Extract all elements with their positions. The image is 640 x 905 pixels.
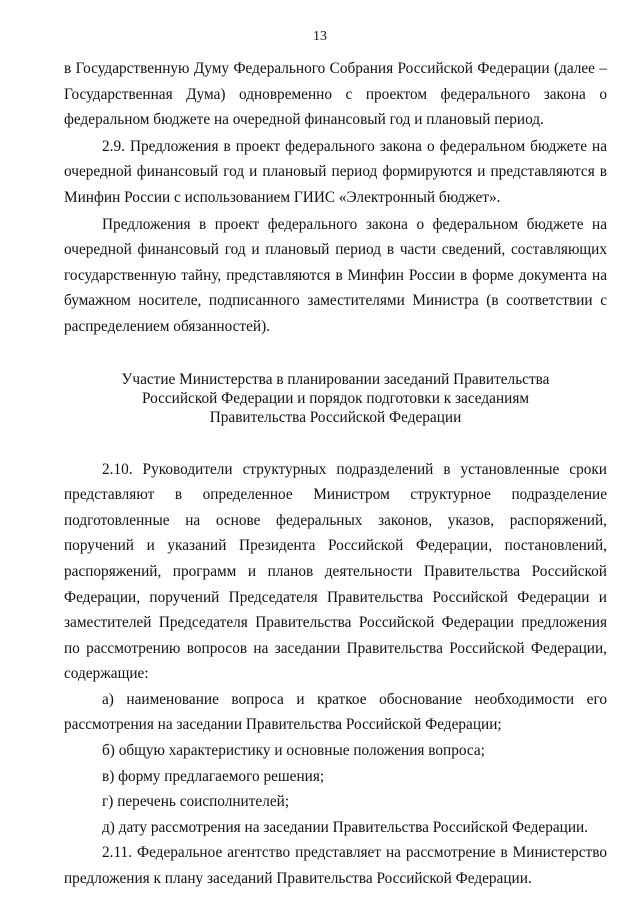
document-body	[64, 56, 607, 892]
list-item-a: а) наименование вопроса и краткое обоснование необходимости его рассмотрения на заседании Правительства Российской Федерации;	[64, 690, 607, 734]
section-heading-line-2: Российской Федерации и порядок подготовки к заседаниям	[141, 389, 530, 407]
list-item-g: г) перечень соисполнителей;	[102, 793, 290, 811]
paragraph-secret-proposals: Предложения в проект федерального закона о федеральном бюджете на очередной финансовый год и плановый период в части сведений, составляющих государственную тайну, представляются в Минфин России в форме документа на бумажном носителе, подписанного заместителями Министра (в соответствии с распределением обязанностей).	[64, 215, 607, 335]
paragraph-2-9: 2.9. Предложения в проект федерального закона о федеральном бюджете на очередной финансовый год и плановый период формируются и представляются в Минфин России с использованием ГИИС «Электронный бюджет».	[64, 137, 607, 206]
paragraph-2-10: 2.10. Руководители структурных подразделений в установленные сроки представляют в определенное Министром структурное подразделение подготовленные на основе федеральных законов, указов, распоряжений, поручений и указаний Президента Российской Федерации, постановлений, распоряжений, программ и планов деятельности Правительства Российской Федерации, поручений Председателя Правительства Российской Федерации и заместителей Председателя Правительства Российской Федерации предложения по рассмотрению вопросов на заседании Правительства Российской Федерации, содержащие:	[64, 460, 607, 683]
paragraph-continuation: в Государственную Думу Федерального Собрания Российской Федерации (далее – Государственная Дума) одновременно с проектом федерального закона о федеральном бюджете на очередной финансовый год и плановый период.	[64, 60, 607, 129]
list-item-d: д) дату рассмотрения на заседании Правительства Российской Федерации.	[102, 818, 589, 836]
page-number: 13	[313, 29, 327, 44]
paragraph-2-11: 2.11. Федеральное агентство представляет на рассмотрение в Министерство предложения к плану заседаний Правительства Российской Федерации.	[64, 844, 607, 888]
list-item-b: б) общую характеристику и основные положения вопроса;	[102, 742, 485, 760]
section-heading	[64, 370, 607, 427]
section-heading-line-1: Участие Министерства в планировании заседаний Правительства	[121, 370, 550, 388]
section-heading-line-3: Правительства Российской Федерации	[209, 408, 462, 426]
list-item-v: в) форму предлагаемого решения;	[102, 767, 325, 785]
